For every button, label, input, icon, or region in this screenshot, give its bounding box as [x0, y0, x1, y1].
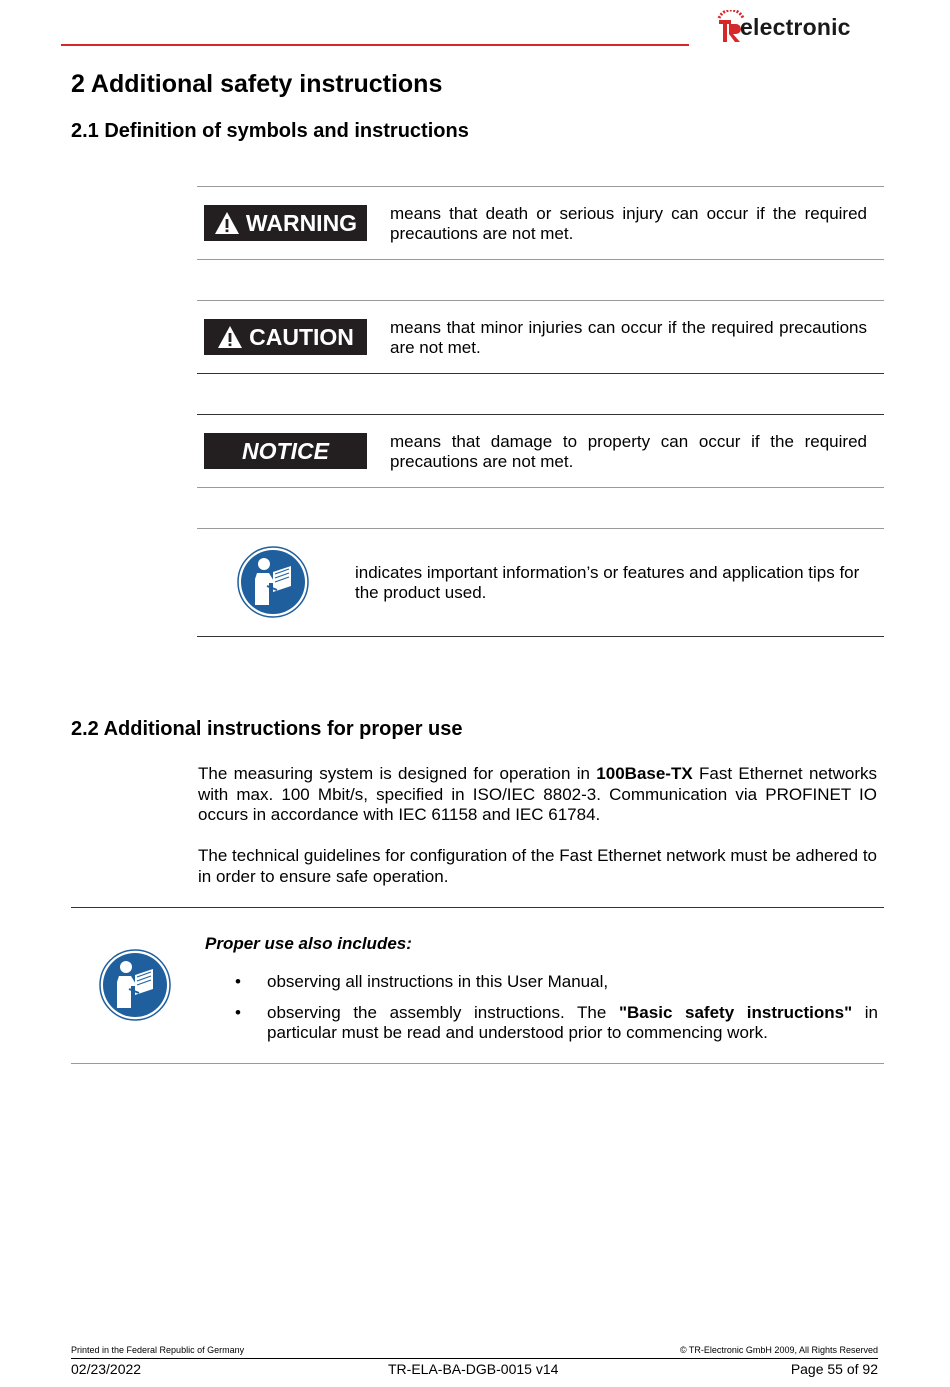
list-item-text: observing the assembly instructions. The: [267, 1002, 619, 1022]
divider: [71, 907, 884, 908]
paragraph-text: The measuring system is designed for operation in: [198, 764, 597, 783]
footer-page-number: Page 55 of 92: [790, 1361, 878, 1377]
list-item-bold: "Basic safety instructions": [618, 1002, 853, 1022]
divider: [197, 259, 884, 260]
notice-description: means that damage to property can occur if the required precautions are not met.: [390, 432, 867, 471]
proper-use-paragraph-1: [198, 764, 877, 826]
warning-badge: [204, 205, 367, 241]
section-title: 2 Additional safety instructions: [71, 70, 443, 98]
subsection-title-symbols: 2.1 Definition of symbols and instructions: [71, 120, 469, 142]
divider: [197, 186, 884, 187]
proper-use-paragraph-2: The technical guidelines for configuration of the Fast Ethernet network must be adhered to in order to ensure safe operation.: [198, 846, 877, 886]
divider: [197, 300, 884, 301]
divider: [197, 636, 884, 637]
list-item-text: in particular must be read and understood prior to commencing work.: [267, 1002, 878, 1042]
info-description: indicates important information’s or features and application tips for the product used.: [355, 563, 860, 602]
footer-date: 02/23/2022: [71, 1361, 142, 1377]
list-item: [228, 1003, 878, 1044]
warning-description: means that death or serious injury can occur if the required precautions are not met.: [390, 204, 867, 243]
footer-doc-id: TR-ELA-BA-DGB-0015 v14: [388, 1361, 559, 1377]
footer-copyright: © TR-Electronic GmbH 2009, All Rights Reserved: [679, 1345, 878, 1355]
divider: [197, 414, 884, 415]
warning-triangle-icon: [214, 211, 240, 235]
paragraph-bold-term: 100Base-TX: [596, 764, 693, 783]
divider: [197, 487, 884, 488]
proper-use-box-title: Proper use also includes:: [205, 934, 412, 953]
read-manual-icon: [99, 949, 171, 1021]
paragraph-text: Fast Ethernet networks with max. 100 Mbit/s, specified in ISO/IEC 8802-3. Communication via PROFINET IO occurs in accordance with IEC 61158 and IEC 61784.: [198, 764, 877, 824]
divider: [197, 373, 884, 374]
read-manual-icon: [237, 546, 309, 618]
caution-badge-label: CAUTION: [249, 323, 354, 350]
warning-badge-label: WARNING: [245, 209, 358, 236]
notice-badge: [204, 433, 367, 469]
subsection-title-proper-use: 2.2 Additional instructions for proper use: [71, 718, 463, 740]
notice-badge-label: NOTICE: [242, 437, 329, 464]
list-item: [228, 972, 878, 993]
proper-use-list: [228, 972, 878, 1054]
bullet-icon: •: [235, 1002, 241, 1022]
bullet-icon: •: [235, 972, 241, 991]
logo-text: electronic: [740, 14, 851, 40]
divider: [197, 528, 884, 529]
list-item-text: observing all instructions in this User Manual,: [267, 972, 609, 991]
footer-printed: Printed in the Federal Republic of Germany: [71, 1345, 245, 1355]
tr-electronic-logo: [716, 10, 876, 48]
warning-triangle-icon: [217, 325, 243, 349]
divider: [71, 1063, 884, 1064]
header-rule: [61, 44, 689, 46]
footer-rule: [71, 1358, 878, 1359]
caution-badge: [204, 319, 367, 355]
caution-description: means that minor injuries can occur if the required precautions are not met.: [390, 318, 867, 357]
